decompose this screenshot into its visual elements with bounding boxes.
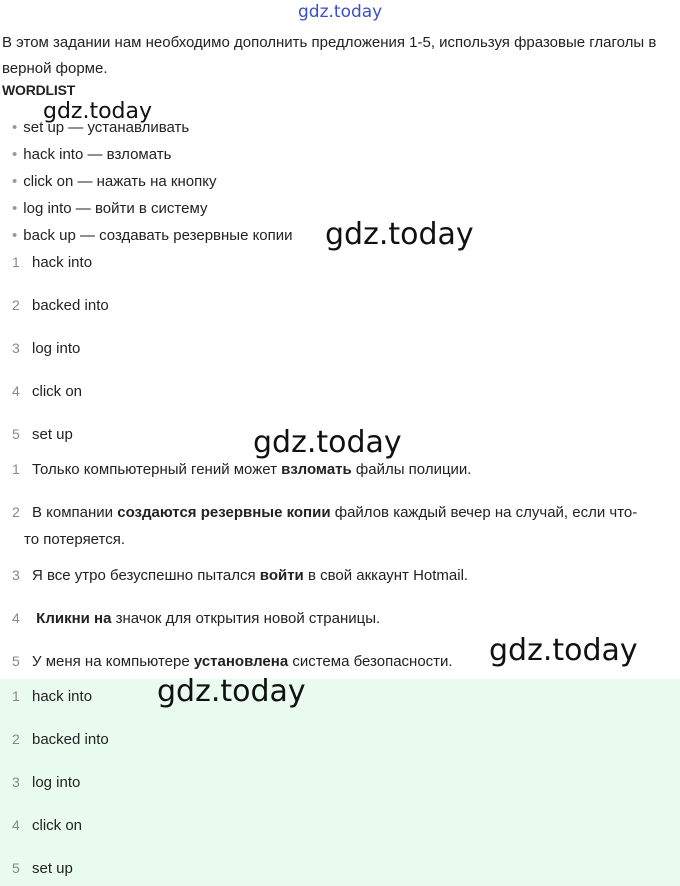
wordlist-item — [12, 227, 293, 244]
list-item — [12, 340, 678, 357]
list-item — [12, 774, 678, 791]
item-number: 1 — [12, 254, 20, 270]
list-item — [12, 297, 678, 314]
item-text: click on — [32, 817, 83, 834]
watermark: gdz.today — [253, 425, 402, 460]
list-item — [12, 817, 678, 834]
sentence-bold: установлена — [193, 653, 289, 670]
bullet-icon: • — [12, 227, 18, 244]
item-number: 2 — [12, 297, 20, 313]
list-item — [12, 860, 678, 877]
item-text: hack into — [32, 254, 93, 271]
item-number: 5 — [12, 860, 20, 876]
watermark: gdz.today — [489, 633, 638, 668]
item-text: set up — [32, 426, 73, 443]
wordlist-item — [12, 173, 216, 190]
item-text: click on — [32, 383, 83, 400]
wordlist-item — [12, 146, 171, 163]
item-number: 1 — [12, 461, 20, 477]
item-number: 1 — [12, 688, 20, 704]
sentence-text: система безопасности. — [288, 653, 453, 670]
list-item — [12, 383, 678, 400]
item-number: 3 — [12, 567, 20, 583]
watermark: gdz.today — [157, 674, 306, 709]
item-number: 4 — [12, 383, 20, 399]
wordlist-item-text: log into — войти в систему — [23, 200, 208, 217]
item-number: 5 — [12, 426, 20, 442]
item-number: 3 — [12, 340, 20, 356]
wordlist-item-text: click on — нажать на кнопку — [23, 173, 217, 190]
list-item — [12, 688, 678, 705]
watermark: gdz.today — [43, 99, 153, 124]
sentence-text: значок для открытия новой страницы. — [111, 610, 381, 627]
item-text: log into — [32, 340, 81, 357]
item-text: backed into — [32, 731, 109, 748]
sentence-text: Только компьютерный гений может — [32, 461, 282, 478]
item-number: 4 — [12, 817, 20, 833]
sentence-bold: взломать — [281, 461, 352, 478]
item-number: 4 — [12, 610, 20, 626]
sentence-bold: создаются резервные копии — [117, 504, 331, 521]
sentence-item — [12, 567, 678, 584]
wordlist-item — [12, 200, 207, 217]
sentence-item — [12, 504, 678, 521]
item-number: 3 — [12, 774, 20, 790]
list-item — [12, 731, 678, 748]
item-text: hack into — [32, 688, 93, 705]
bullet-icon: • — [12, 146, 18, 163]
sentence-text: файлы полиции. — [351, 461, 472, 478]
watermark-top: gdz.today — [298, 2, 383, 22]
item-number: 2 — [12, 504, 20, 520]
sentence-bold: Кликни на — [36, 610, 112, 627]
watermark: gdz.today — [325, 217, 474, 252]
item-text: log into — [32, 774, 81, 791]
item-number: 5 — [12, 653, 20, 669]
list-item — [12, 254, 678, 271]
sentence-item — [12, 461, 678, 478]
sentence-text: Я все утро безуспешно пытался — [32, 567, 260, 584]
sentence-bold: войти — [259, 567, 304, 584]
item-text: set up — [32, 860, 73, 877]
bullet-icon: • — [12, 200, 18, 217]
bullet-icon: • — [12, 119, 18, 136]
sentence-text: файлов каждый вечер на случай, если что- — [330, 504, 638, 521]
wordlist-item-text: back up — создавать резервные копии — [23, 227, 293, 244]
sentence-item — [12, 610, 678, 627]
sentence-text: У меня на компьютере — [32, 653, 194, 670]
wordlist-heading: WORDLIST — [2, 82, 76, 98]
intro-text: В этом задании нам необходимо дополнить предложения 1-5, используя фразовые глаголы в верной форме. — [2, 34, 657, 77]
item-text: backed into — [32, 297, 109, 314]
sentence-text: В компании — [32, 504, 118, 521]
wordlist-item-text: set up — устанавливать — [23, 119, 190, 136]
sentence-text: в свой аккаунт Hotmail. — [303, 567, 469, 584]
bullet-icon: • — [12, 173, 18, 190]
item-number: 2 — [12, 731, 20, 747]
sentence-continuation: то потеряется. — [24, 531, 126, 548]
wordlist-item-text: hack into — взломать — [23, 146, 172, 163]
